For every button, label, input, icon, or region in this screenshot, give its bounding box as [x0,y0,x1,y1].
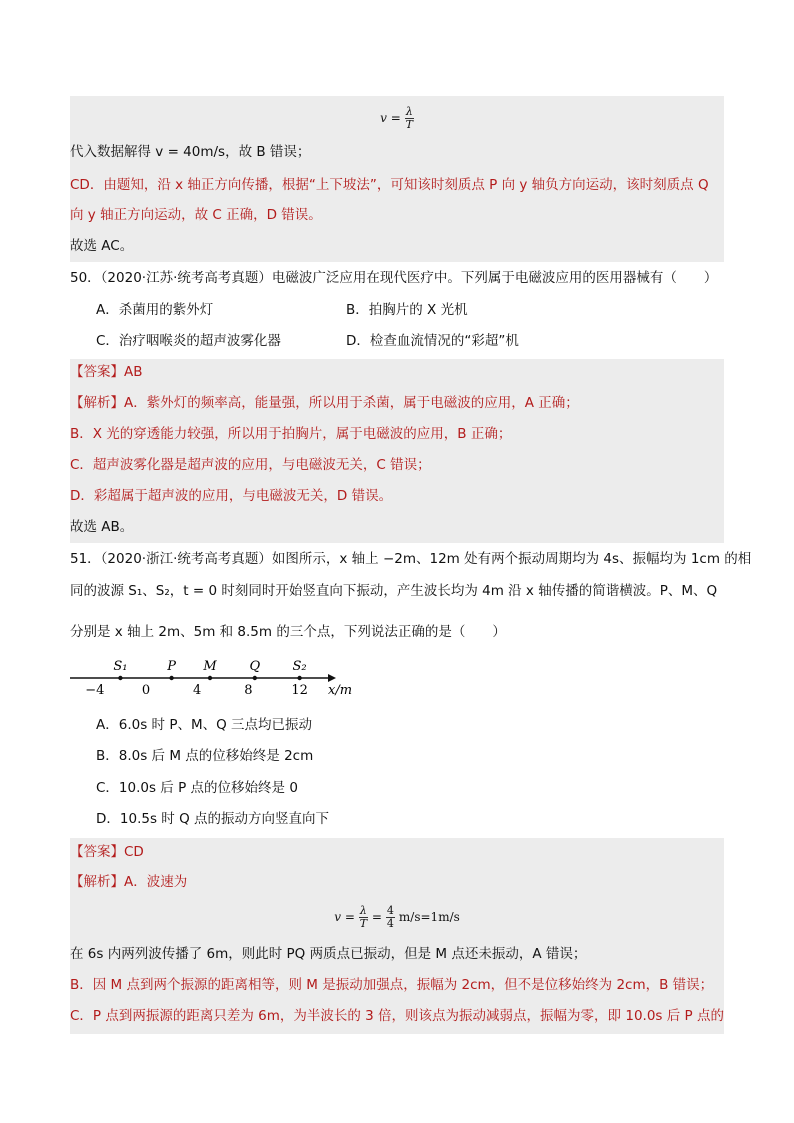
text-line: CD．由题知，沿 x 轴正方向传播，根据“上下坡法”，可知该时刻质点 P 向 y 轴负方向运动，该时刻质点 Q [70,177,709,193]
x-axis-unit: x/m [328,683,353,698]
axis-point-label: S₁ [113,659,128,674]
text-line: 向 y 轴正方向运动，故 C 正确，D 错误。 [70,207,322,223]
axis-point-marker [169,676,173,680]
q51-analysis-line: 在 6s 内两列波传播了 6m，则此时 PQ 两质点已振动，但是 M 点还未振动，A 错误； [70,946,587,962]
axis-point-marker [297,676,301,680]
question-50-stem: 50．（2020·江苏·统考高考真题）电磁波广泛应用在现代医疗中。下列属于电磁波应用的医用器械有（ ） [70,270,718,286]
axis-point-marker [208,676,212,680]
q50-analysis-line: 【解析】A．紫外灯的频率高，能量强，所以用于杀菌，属于电磁波的应用，A 正确； [70,395,579,411]
q50-option-d: D．检查血流情况的“彩超”机 [346,333,519,349]
fraction: $\frac{4}{4}$ [386,903,394,930]
axis-point-marker [253,676,257,680]
text-line: 故选 AC。 [70,238,134,254]
formula-lhs: v = [380,111,401,125]
q50-analysis-line: C．超声波雾化器是超声波的应用，与电磁波无关，C 错误； [70,457,431,473]
q51-option-c: C．10.0s 后 P 点的位移始终是 0 [96,780,298,796]
q51-option-a: A．6.0s 时 P、M、Q 三点均已振动 [96,717,313,733]
axis-point-label: Q [249,659,261,674]
axis-tick-label: 12 [291,683,308,698]
q50-analysis-line: 故选 AB。 [70,519,134,535]
q50-option-b: B．拍胸片的 X 光机 [346,302,468,318]
q50-option-c: C．治疗咽喉炎的超声波雾化器 [96,333,281,349]
fraction: $\frac{\lambda}{T}$ [405,104,413,131]
q51-answer-block [70,838,724,1034]
q50-analysis-line: B．X 光的穿透能力较强，所以用于拍胸片，属于电磁波的应用，B 正确； [70,426,512,442]
formula-v-lambda-over-t [70,100,724,136]
axis-point-label: M [203,659,217,674]
q51-answer: 【答案】CD [70,844,144,860]
question-51-stem-line: 51．（2020·浙江·统考高考真题）如图所示，x 轴上 −2m、12m 处有两个振动周期均为 4s、振幅均为 1cm 的相 [70,551,752,567]
q50-answer: 【答案】AB [70,364,143,380]
q51-option-d: D．10.5s 时 Q 点的振动方向竖直向下 [96,811,329,827]
q51-analysis-head: 【解析】A．波速为 [70,874,188,890]
q51-option-b: B．8.0s 后 M 点的位移始终是 2cm [96,748,314,764]
axis-tick-label: 0 [141,683,151,698]
axis-point-label: P [167,659,176,674]
q51-analysis-line: B．因 M 点到两个振源的距离相等，则 M 是振动加强点，振幅为 2cm，但不是位移始终为 2cm，B 错误； [70,977,714,993]
axis-tick-label: 8 [244,683,253,698]
question-51-stem-line: 同的波源 S₁、S₂，t = 0 时刻同时开始竖直向下振动，产生波长均为 4m 沿 x 轴传播的简谐横波。P、M、Q [70,583,718,599]
q50-analysis-line: D．彩超属于超声波的应用，与电磁波无关，D 错误。 [70,488,393,504]
text-line: 代入数据解得 v = 40m/s，故 B 错误； [70,144,311,160]
q50-option-a: A．杀菌用的紫外灯 [96,302,214,318]
number-line-diagram [70,652,370,702]
axis-tick-label: −4 [85,683,105,698]
axis-point-marker [118,676,122,680]
fraction: $\frac{\lambda}{T}$ [359,903,368,930]
x-axis-arrow [328,674,336,682]
q51-analysis-line: C．P 点到两振源的距离只差为 6m，为半波长的 3 倍，则该点为振动减弱点，振幅为零，即 10.0s 后 P 点的 [70,1008,724,1024]
formula-wave-speed: v = $\frac{\lambda}{T}$ = $\frac{4}{4}$ m/s=1m/s [334,903,460,930]
axis-point-label: S₂ [292,659,307,674]
axis-tick-label: 4 [193,683,202,698]
q50-answer-block [70,359,724,543]
question-51-stem-line: 分别是 x 轴上 2m、5m 和 8.5m 的三个点，下列说法正确的是（ ） [70,624,506,640]
